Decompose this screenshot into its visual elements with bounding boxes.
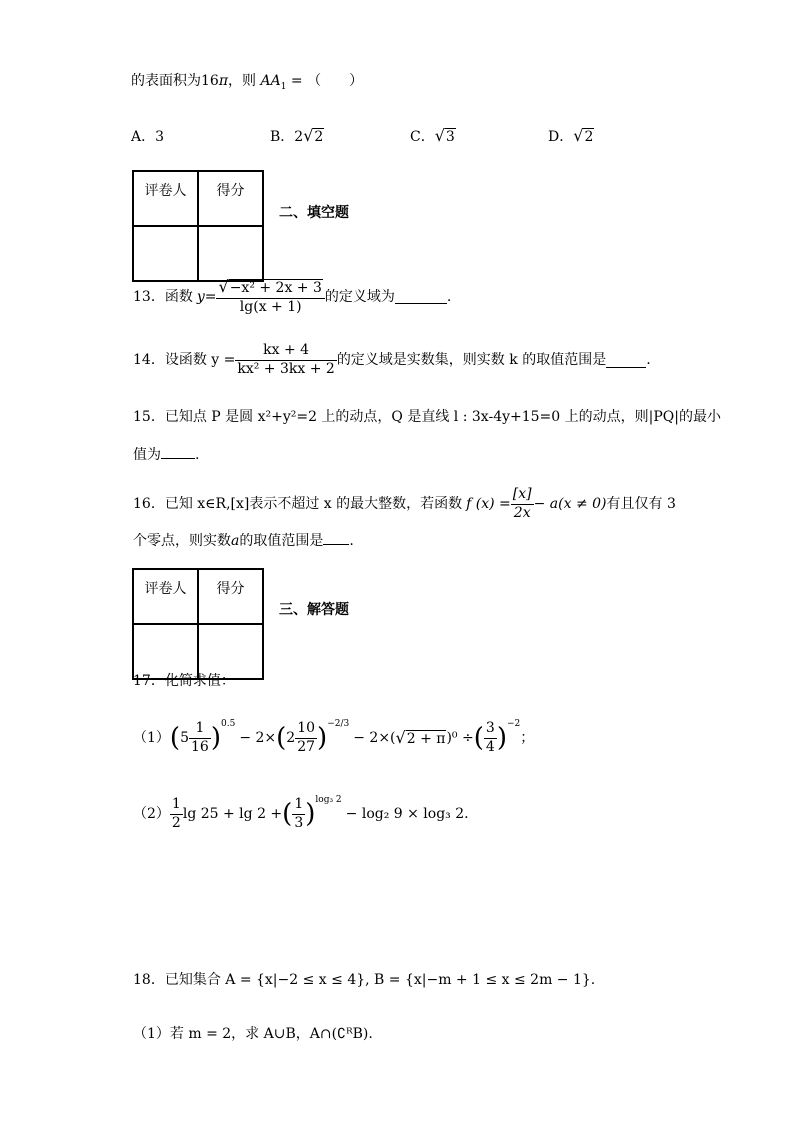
q12-pi: π: [218, 73, 229, 89]
score-header-score: 得分: [198, 171, 263, 226]
q15-line2-text: 值为: [133, 447, 161, 463]
q12-comma: ，则: [228, 73, 257, 89]
q17-p1-m2: − 2×(: [353, 730, 396, 746]
q13-numerator: −x² + 2x + 3: [229, 280, 322, 296]
sqrt-symbol: √−x² + 2x + 3: [218, 277, 322, 296]
question-16-line1: [133, 486, 676, 522]
question-18-line1: 18．已知集合 A = {x|−2 ≤ x ≤ 4}, B = {x|−m + 1 ≤ x ≤ 2m − 1}.: [133, 972, 596, 988]
q17-p2-frac1: [170, 796, 183, 832]
q13-y: y: [196, 288, 205, 305]
frac-num: 1: [292, 796, 305, 815]
paren-right: ): [210, 723, 221, 753]
score-table: [132, 170, 264, 282]
q12-option-d[interactable]: [548, 128, 594, 144]
option-label: C．: [410, 129, 435, 145]
paren-left: (: [473, 723, 484, 753]
q12-option-b[interactable]: [270, 128, 324, 144]
q13-end: .: [446, 288, 452, 305]
q15-answer-blank[interactable]: [161, 446, 195, 459]
q16-prefix: 16．已知 x∈R,[x]表示不超过 x 的最大整数，若函数: [133, 496, 463, 512]
sqrt-symbol: √3: [434, 126, 455, 145]
score-cell-score[interactable]: [198, 226, 263, 281]
q16-line2b: 的取值范围是: [239, 533, 324, 549]
question-13: [133, 277, 451, 316]
option-label: D．: [548, 129, 574, 145]
paren-left: (: [276, 723, 287, 753]
section-2-title: 二、填空题: [279, 204, 349, 220]
q12-option-c[interactable]: [410, 128, 456, 144]
q17-p1-5: 5: [180, 730, 189, 746]
q17-p2-exp: log₃ 2: [315, 795, 342, 805]
sqrt-symbol: √2: [303, 126, 324, 145]
option-value: 2: [294, 129, 304, 145]
q14-fraction: [235, 342, 336, 378]
score-header-score: 得分: [198, 569, 263, 624]
question-17-part1: [133, 720, 534, 756]
q17-p2-a: lg 25 + lg 2 +: [182, 806, 283, 822]
question-16-line2: [133, 532, 354, 548]
score-cell-grader[interactable]: [133, 624, 198, 679]
frac-den: 2: [171, 814, 181, 831]
option-root: 2: [314, 129, 324, 145]
q17-p1-e3: )⁰ ÷: [446, 730, 474, 746]
q17-p1-frac2: [295, 720, 317, 756]
q13-answer-blank[interactable]: [395, 289, 447, 304]
paren-right: ): [305, 799, 316, 829]
q17-p1-root: 2 + π: [406, 731, 446, 747]
q16-numerator: [x]: [511, 486, 534, 505]
section-3-title: 三、解答题: [279, 601, 349, 617]
q16-answer-blank[interactable]: [323, 532, 349, 545]
score-cell-score[interactable]: [198, 624, 263, 679]
option-label: B．: [270, 129, 295, 145]
paren-right: ): [317, 723, 328, 753]
q13-prefix: 13．函数: [133, 288, 193, 305]
frac-num: 10: [295, 720, 317, 739]
q13-fraction: [216, 277, 324, 316]
q14-numerator: kx + 4: [235, 342, 336, 361]
option-label: A．: [131, 129, 156, 145]
q12-text: 的表面积为16: [131, 73, 219, 89]
score-table-2: [132, 568, 264, 680]
question-17-part2: [133, 796, 469, 832]
q17-p2-frac2: [292, 796, 305, 832]
q16-line2-text: 个零点，则实数: [133, 533, 231, 549]
question-15-line1: 15．已知点 P 是圆 x²+y²=2 上的动点，Q 是直线 l : 3x-4y+15=0 上的动点，则|PQ|的最小: [133, 409, 721, 425]
question-15-line2: [133, 446, 199, 462]
q17-p1-frac1: [189, 720, 211, 756]
q13-eq: =: [204, 288, 217, 305]
q17-p1-frac3: [484, 720, 497, 756]
score-cell-grader[interactable]: [133, 226, 198, 281]
question-17-title: 17．化简求值：: [133, 673, 235, 689]
frac-num: 1: [170, 796, 183, 815]
sqrt-symbol: √2: [573, 126, 594, 145]
q16-suffix: 有且仅有 3: [606, 496, 676, 512]
q17-p2-end: .: [464, 806, 469, 822]
q12-aa: AA: [260, 73, 281, 89]
q16-end: .: [349, 533, 354, 549]
q14-answer-blank[interactable]: [606, 353, 646, 368]
paren-left: (: [282, 799, 293, 829]
q14-denominator: kx² + 3kx + 2: [237, 360, 335, 377]
paren-left: (: [169, 723, 181, 753]
q12-eq: = （ ）: [286, 73, 364, 89]
q13-suffix: 的定义域为: [324, 288, 395, 305]
question-14: [133, 342, 651, 378]
q16-rest: − a(x ≠ 0): [533, 496, 607, 512]
q14-prefix: 14．设函数 y =: [133, 352, 236, 368]
q16-denominator: 2x: [513, 504, 531, 521]
q16-fx: f (x) =: [466, 496, 511, 512]
score-header-grader: 评卷人: [133, 171, 198, 226]
q17-p1-exp1: 0.5: [220, 719, 236, 729]
q14-end: .: [646, 352, 651, 368]
q16-fraction: [511, 486, 534, 522]
question-18-part1: （1）若 m = 2，求 A∪B，A∩(∁ᴿB).: [133, 1026, 373, 1042]
frac-den: 4: [485, 738, 495, 755]
sqrt-symbol: √2 + π: [395, 728, 446, 747]
q12-sub: 1: [280, 81, 287, 92]
paren-right: ): [496, 723, 507, 753]
q17-p2-label: （2）: [133, 806, 170, 822]
q17-p1-end: ；: [520, 730, 535, 746]
option-value: 3: [155, 129, 165, 145]
option-root: 2: [584, 129, 594, 145]
q17-p1-2: 2: [286, 730, 296, 746]
q17-p1-exp4: −2: [506, 719, 521, 729]
q14-suffix: 的定义域是实数集，则实数 k 的取值范围是: [336, 352, 607, 368]
frac-num: 1: [189, 720, 211, 739]
frac-den: 27: [297, 738, 316, 755]
q15-end: .: [195, 447, 200, 463]
q12-option-a[interactable]: [131, 130, 164, 144]
q17-p1-label: （1）: [133, 730, 170, 746]
q12-stem-tail: [131, 74, 363, 92]
frac-den: 3: [294, 814, 304, 831]
q17-p1-exp2: −2/3: [327, 719, 350, 729]
frac-den: 16: [191, 738, 209, 755]
q13-denominator: lg(x + 1): [239, 298, 302, 315]
frac-num: 3: [484, 720, 497, 739]
score-header-grader: 评卷人: [133, 569, 198, 624]
option-root: 3: [445, 129, 455, 145]
q17-p2-b: − log₂ 9 × log₃ 2: [345, 806, 465, 822]
q17-p1-m1: − 2×: [239, 730, 277, 746]
q16-a: a: [231, 533, 240, 549]
